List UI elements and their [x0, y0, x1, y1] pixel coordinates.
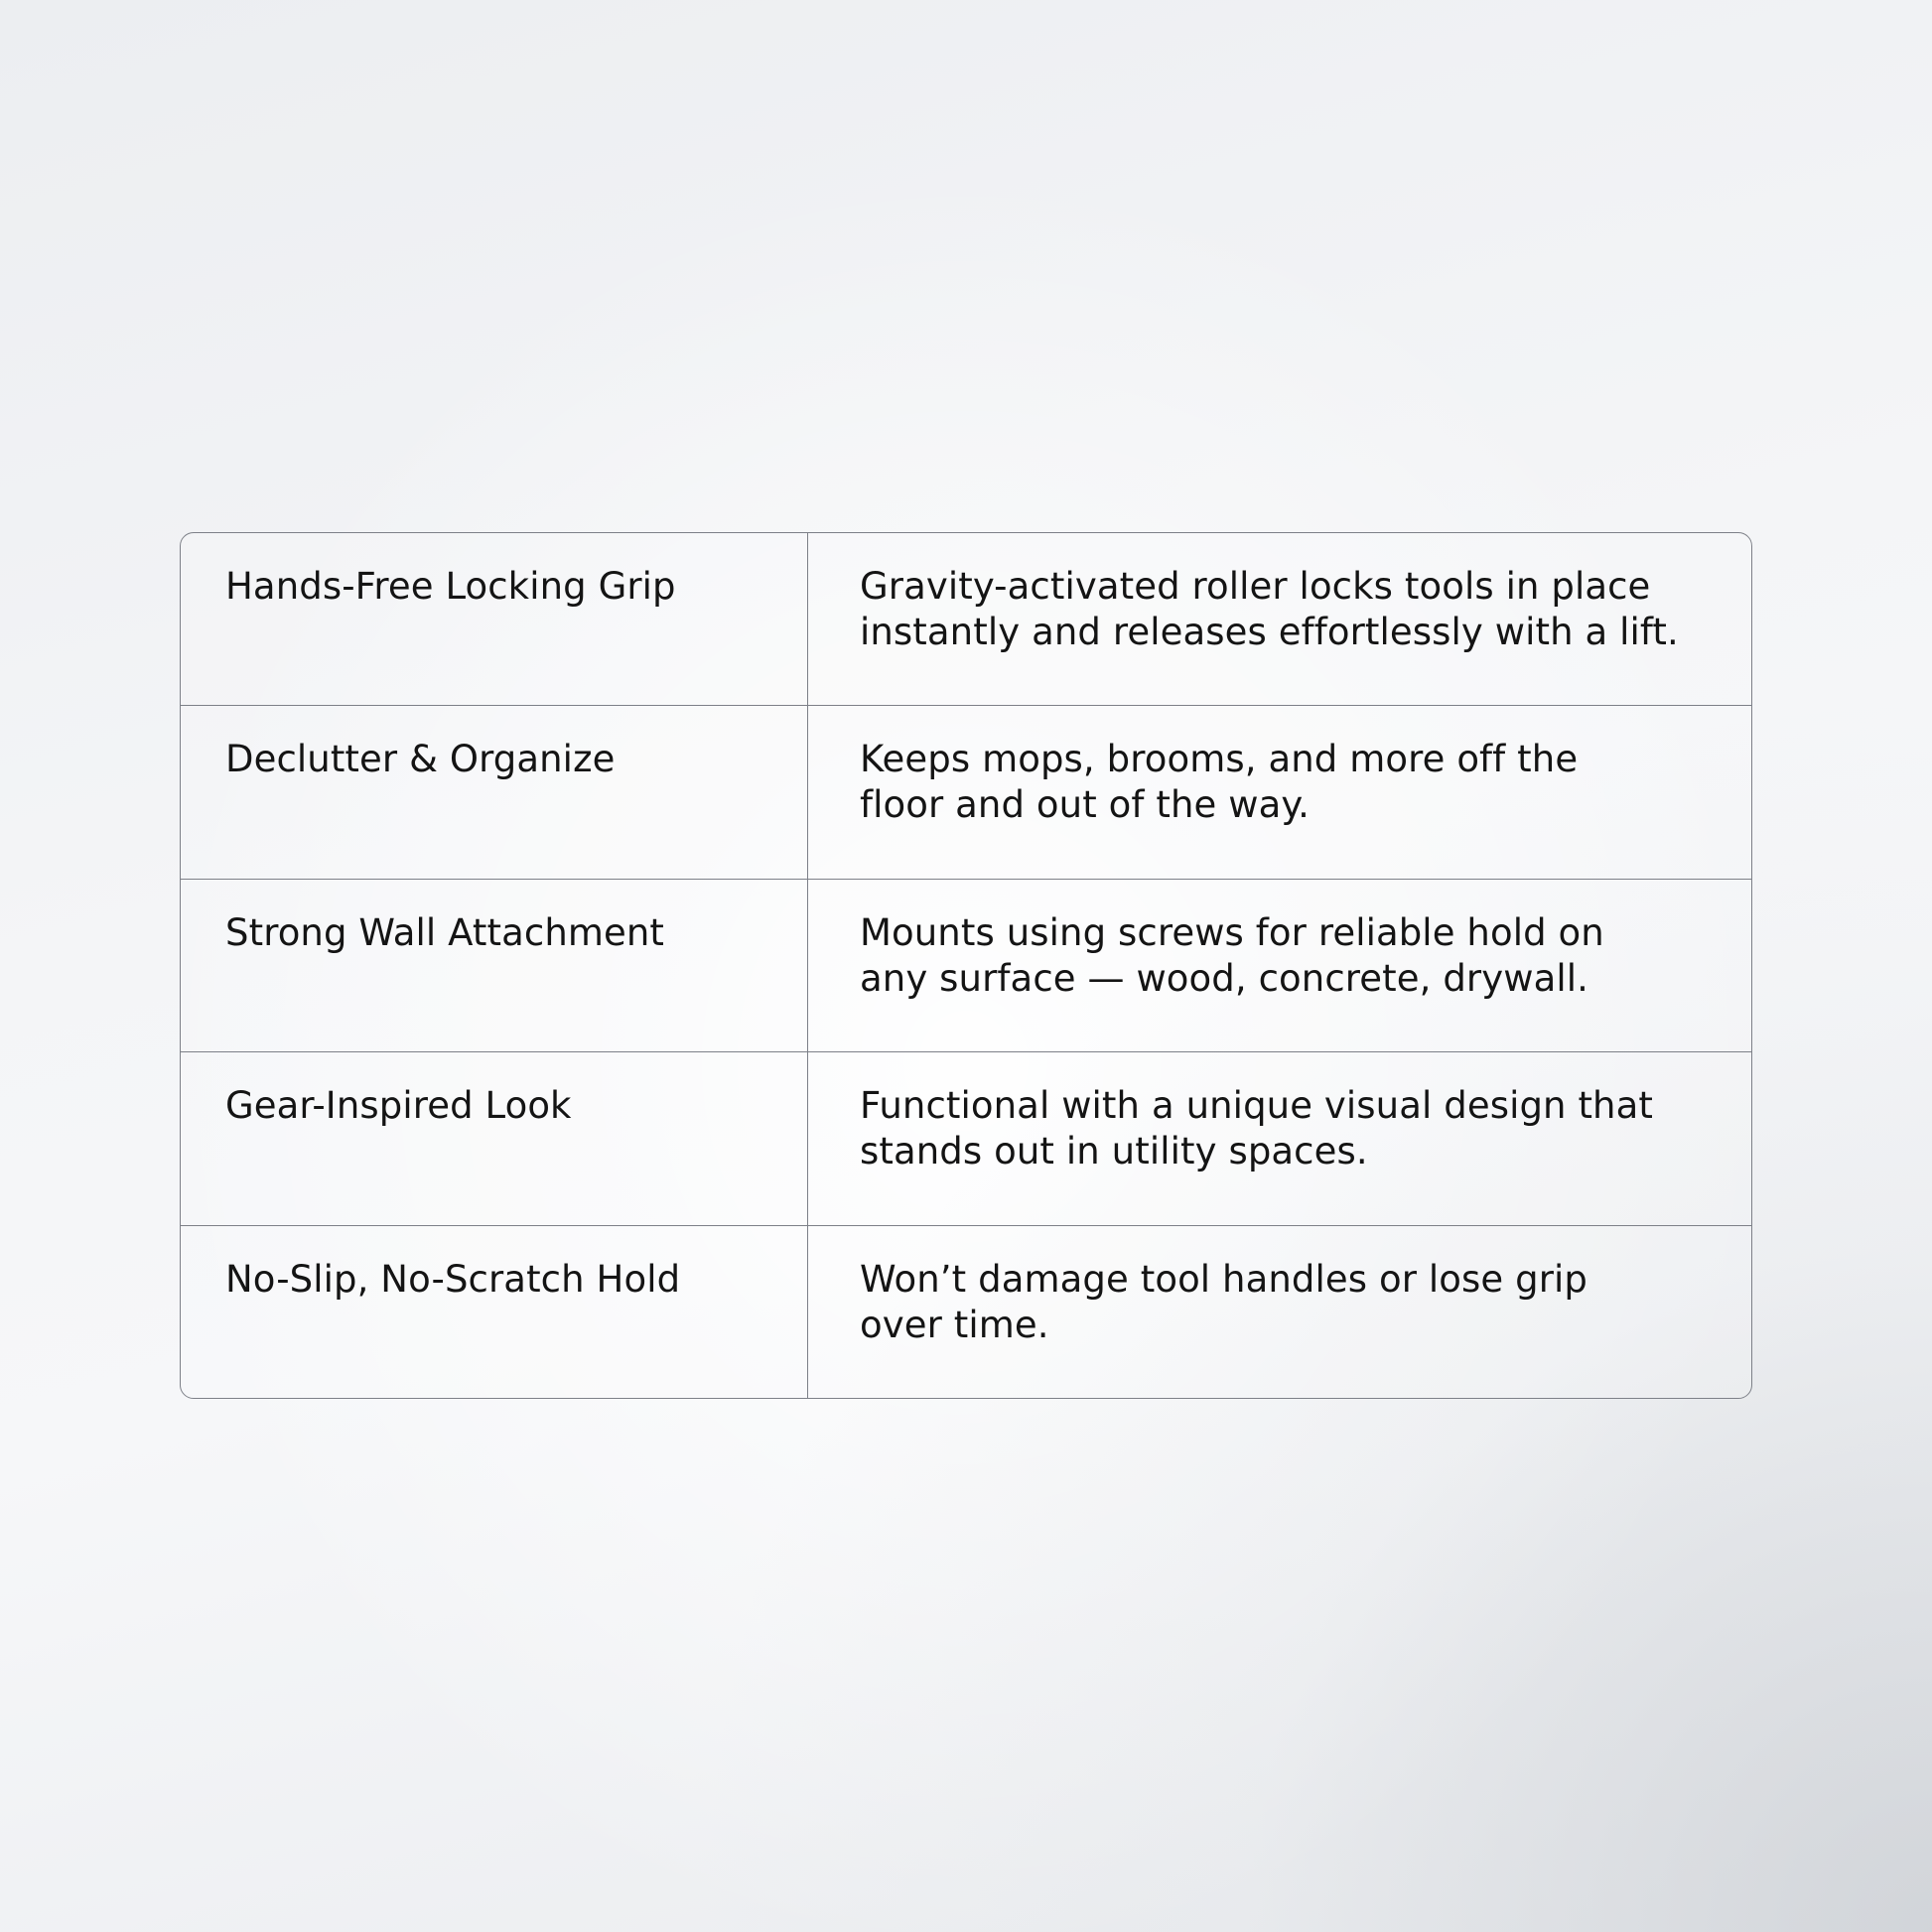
- feature-description: [808, 1226, 1751, 1398]
- table-row: [181, 1225, 1751, 1398]
- feature-description: [808, 880, 1751, 1051]
- description-line: Gravity-activated roller locks tools in place: [860, 565, 1651, 608]
- table-row: [181, 1051, 1751, 1224]
- feature-name: Hands-Free Locking Grip: [181, 533, 808, 705]
- feature-description: [808, 533, 1751, 705]
- feature-name: No-Slip, No-Scratch Hold: [181, 1226, 808, 1398]
- description-line: Keeps mops, brooms, and more off the: [860, 738, 1579, 781]
- description-line: instantly and releases effortlessly with a lift.: [860, 611, 1679, 653]
- description-line: any surface — wood, concrete, drywall.: [860, 956, 1588, 1000]
- feature-name: Gear-Inspired Look: [181, 1052, 808, 1224]
- feature-description: [808, 1052, 1751, 1224]
- description-line: Won’t damage tool handles or lose grip: [860, 1257, 1587, 1301]
- feature-description: [808, 706, 1751, 878]
- feature-table: [180, 532, 1752, 1399]
- feature-name: Declutter & Organize: [181, 706, 808, 878]
- description-line: floor and out of the way.: [860, 783, 1311, 827]
- feature-name: Strong Wall Attachment: [181, 880, 808, 1051]
- table-row: [181, 533, 1751, 705]
- description-line: stands out in utility spaces.: [860, 1130, 1368, 1173]
- description-line: over time.: [860, 1303, 1049, 1346]
- table-row: [181, 879, 1751, 1051]
- table-row: [181, 705, 1751, 878]
- description-line: Mounts using screws for reliable hold on: [860, 910, 1604, 954]
- description-line: Functional with a unique visual design that: [860, 1084, 1653, 1128]
